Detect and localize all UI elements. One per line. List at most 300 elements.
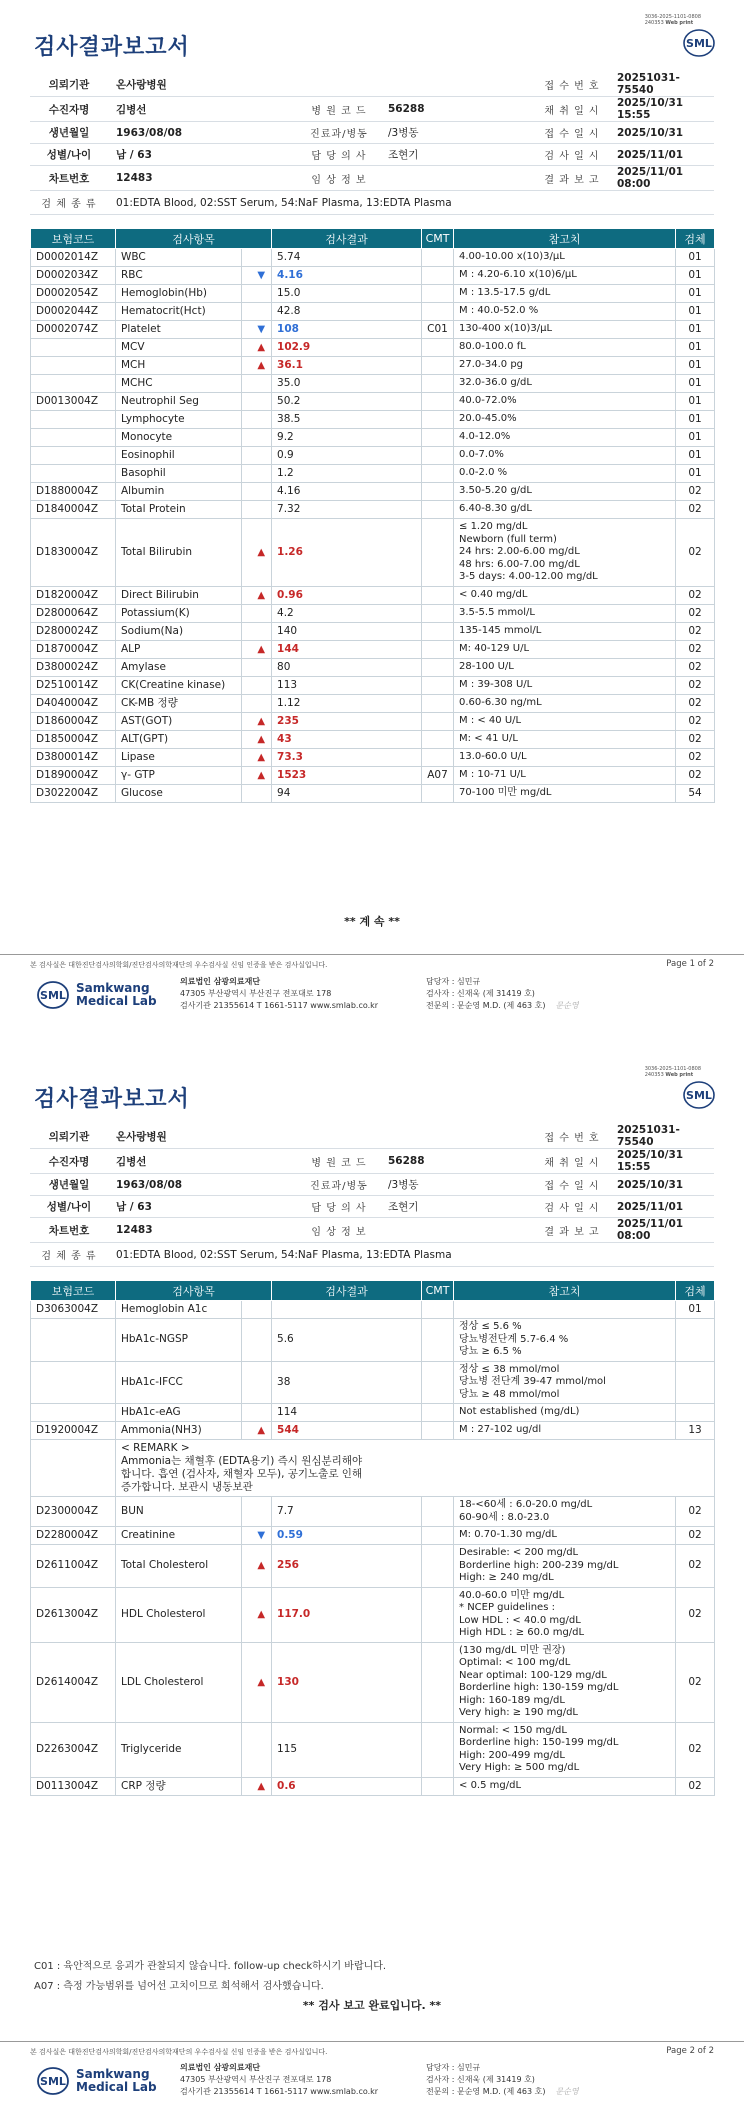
row-specimen: 02 [676,604,715,622]
row-flag [242,375,272,393]
row-item: Glucose [116,784,242,802]
institution-value: 온사랑병원 [108,1124,298,1149]
row-specimen: 02 [676,1545,715,1588]
table-row [31,676,715,694]
table-row [31,640,715,658]
row-item: Platelet [116,321,242,339]
row-flag [242,1722,272,1777]
row-ref: M : 27-102 ug/dl [454,1422,676,1440]
row-item: Triglyceride [116,1722,242,1777]
row-ref: 40.0-72.0% [454,393,676,411]
row-specimen: 02 [676,730,715,748]
row-ref: 정상 ≤ 38 mmol/mol 당뇨병 전단계 39-47 mmol/mol 당뇨 ≥ 48 mmol/mol [454,1361,676,1404]
row-result: 130 [272,1642,422,1722]
row-cmt [422,1361,454,1404]
row-specimen: 01 [676,249,715,267]
table-row [31,658,715,676]
row-item: Ammonia(NH3) [116,1422,242,1440]
row-cmt [422,730,454,748]
label-name: 수진자명 [30,97,108,122]
row-code: D0002044Z [31,303,116,321]
row-result: 36.1 [272,357,422,375]
row-cmt [422,357,454,375]
row-specimen: 02 [676,766,715,784]
col-header-result: 검사결과 [272,229,422,249]
receipt-no-value: 20251031-75540 [609,1124,714,1149]
row-specimen: 01 [676,465,715,483]
row-specimen: 01 [676,429,715,447]
row-specimen: 02 [676,640,715,658]
row-code [31,1361,116,1404]
sml-footer-logo-icon [36,980,70,1010]
table-row [31,604,715,622]
row-cmt [422,712,454,730]
row-ref: < 0.5 mg/dL [454,1777,676,1795]
col-header-ref: 참고치 [454,1281,676,1301]
row-result: 9.2 [272,429,422,447]
row-specimen: 13 [676,1422,715,1440]
row-flag [242,465,272,483]
row-result: 4.2 [272,604,422,622]
flag-up-icon: ▲ [242,339,272,357]
patient-info-table [30,72,714,215]
flag-up-icon: ▲ [242,766,272,784]
clinical-value [380,166,535,191]
row-result: 0.96 [272,586,422,604]
row-code [31,411,116,429]
row-code [31,429,116,447]
row-ref: 0.0-2.0 % [454,465,676,483]
test-date-value: 2025/11/01 [609,144,714,166]
table-row [31,694,715,712]
row-item: Hemoglobin(Hb) [116,285,242,303]
row-item: Amylase [116,658,242,676]
label-collect-date: 채 취 일 시 [535,97,609,122]
table-row [31,1422,715,1440]
row-specimen: 01 [676,393,715,411]
row-cmt [422,784,454,802]
row-flag [242,1361,272,1404]
org-info: 의료법인 삼광의료재단 47305 부산광역시 부산진구 전포대로 178 검사기관 21355614 T 1661-5117 www.smlab.co.kr [180,2063,379,2096]
row-ref: 13.0-60.0 U/L [454,748,676,766]
row-specimen: 02 [676,676,715,694]
row-item: RBC [116,267,242,285]
row-item: Lymphocyte [116,411,242,429]
row-item: LDL Cholesterol [116,1642,242,1722]
row-code: D1820004Z [31,586,116,604]
col-header-specimen: 검체 [676,229,715,249]
row-specimen: 02 [676,586,715,604]
signature: 문순영 [555,1001,579,1010]
doctor-value: 조현기 [380,144,535,166]
table-row [31,285,715,303]
row-code: D1920004Z [31,1422,116,1440]
row-result: 0.59 [272,1527,422,1545]
collect-date-value: 2025/10/31 15:55 [609,97,714,122]
col-header-item: 검사항목 [116,1281,272,1301]
row-result: 42.8 [272,303,422,321]
row-flag [242,285,272,303]
row-item: Lipase [116,748,242,766]
table-row [31,1545,715,1588]
table-row [31,1527,715,1545]
row-result: 50.2 [272,393,422,411]
row-code: D4040004Z [31,694,116,712]
row-flag [242,676,272,694]
row-result: 235 [272,712,422,730]
row-code: D0113004Z [31,1777,116,1795]
institution-value: 온사랑병원 [108,72,298,97]
label-receipt-no: 접 수 번 호 [535,72,609,97]
svg-text:SML: SML [686,1089,712,1102]
label-sex-age: 성별/나이 [30,144,108,166]
row-specimen: 01 [676,321,715,339]
sml-footer-logo-icon [36,2066,70,2096]
row-ref: 4.0-12.0% [454,429,676,447]
table-row [31,712,715,730]
row-code: D1860004Z [31,712,116,730]
row-code [31,1319,116,1362]
row-cmt [422,694,454,712]
row-cmt [422,748,454,766]
row-ref: M : 10-71 U/L [454,766,676,784]
col-header-specimen: 검체 [676,1281,715,1301]
row-code: D1840004Z [31,501,116,519]
row-result: 0.9 [272,447,422,465]
row-item: HbA1c-eAG [116,1404,242,1422]
sml-logo-text: SML [686,37,712,50]
row-item: Sodium(Na) [116,622,242,640]
row-flag [242,501,272,519]
row-code: D1830004Z [31,519,116,587]
table-row [31,429,715,447]
row-result: 35.0 [272,375,422,393]
row-cmt [422,622,454,640]
row-item: MCV [116,339,242,357]
row-cmt [422,1545,454,1588]
row-code: D2614004Z [31,1642,116,1722]
flag-up-icon: ▲ [242,712,272,730]
signature: 문순영 [555,2087,579,2096]
row-cmt [422,411,454,429]
row-item: AST(GOT) [116,712,242,730]
row-result: 1523 [272,766,422,784]
table-row [31,465,715,483]
row-code [31,357,116,375]
table-row [31,748,715,766]
row-ref: 32.0-36.0 g/dL [454,375,676,393]
row-code: D2611004Z [31,1545,116,1588]
row-result: 144 [272,640,422,658]
row-flag [242,447,272,465]
row-result: 0.6 [272,1777,422,1795]
row-ref: 3.50-5.20 g/dL [454,483,676,501]
row-specimen: 01 [676,267,715,285]
row-ref: Normal: < 150 mg/dL Borderline high: 150-199 mg/dL High: 200-499 mg/dL Very High: ≥ 500 mg/dL [454,1722,676,1777]
flag-up-icon: ▲ [242,1422,272,1440]
print-meta: 3036-2025-1101-0808 240353 Web print [644,14,701,26]
row-code: D0002034Z [31,267,116,285]
row-code: D2510014Z [31,676,116,694]
label-dept: 진료과/병동 [298,122,380,144]
table-row [31,1440,715,1497]
table-row [31,586,715,604]
row-code: D1850004Z [31,730,116,748]
row-flag [242,393,272,411]
receipt-date-value: 2025/10/31 [609,122,714,144]
svg-text:SML: SML [40,2075,66,2088]
row-specimen: 54 [676,784,715,802]
row-ref: < 0.40 mg/dL [454,586,676,604]
row-ref [454,1301,676,1319]
row-specimen: 01 [676,375,715,393]
row-ref: M: 40-129 U/L [454,640,676,658]
row-cmt [422,604,454,622]
row-item: Eosinophil [116,447,242,465]
row-specimen: 02 [676,1642,715,1722]
row-ref: ≤ 1.20 mg/dL Newborn (full term) 24 hrs: 2.00-6.00 mg/dL 48 hrs: 6.00-7.00 mg/dL 3-5 days: 4.00-12.00 mg/dL [454,519,676,587]
continued-label: ** 계 속 ** [344,915,400,928]
certification-note: 본 검사실은 대한진단검사의학회/진단검사의학재단의 우수검사실 신임 인증을 받은 검사실입니다. [30,961,328,969]
table-row [31,519,715,587]
row-code: D1870004Z [31,640,116,658]
row-result: 108 [272,321,422,339]
row-ref: 70-100 미만 mg/dL [454,784,676,802]
row-cmt [422,658,454,676]
flag-up-icon: ▲ [242,748,272,766]
row-code: D2800024Z [31,622,116,640]
row-result: 115 [272,1722,422,1777]
table-row [31,784,715,802]
row-item: MCHC [116,375,242,393]
row-specimen: 01 [676,339,715,357]
row-ref: 80.0-100.0 fL [454,339,676,357]
row-ref: M : 39-308 U/L [454,676,676,694]
row-specimen [676,1319,715,1362]
row-cmt [422,1642,454,1722]
row-code: D3022004Z [31,784,116,802]
row-result: 7.7 [272,1497,422,1527]
row-specimen: 01 [676,447,715,465]
label-institution: 의뢰기관 [30,72,108,97]
row-result: 1.26 [272,519,422,587]
row-flag [242,694,272,712]
row-cmt [422,1404,454,1422]
table-row [31,249,715,267]
row-code: D1880004Z [31,483,116,501]
brand-name: Samkwang Medical Lab [76,981,157,1008]
row-cmt [422,249,454,267]
row-result: 7.32 [272,501,422,519]
flag-up-icon: ▲ [242,1642,272,1722]
hospital-code-value: 56288 [380,97,535,122]
row-flag [242,483,272,501]
row-cmt [422,586,454,604]
row-flag [242,1319,272,1362]
row-cmt [422,640,454,658]
row-specimen: 01 [676,285,715,303]
row-result: 43 [272,730,422,748]
flag-down-icon: ▼ [242,1527,272,1545]
row-code [31,465,116,483]
table-row [31,501,715,519]
row-cmt [422,285,454,303]
row-cmt [422,375,454,393]
table-row [31,303,715,321]
row-item: MCH [116,357,242,375]
row-code: D2800064Z [31,604,116,622]
row-flag [242,1404,272,1422]
row-ref: M : 4.20-6.10 x(10)6/μL [454,267,676,285]
row-cmt [422,501,454,519]
footer-divider [0,2041,744,2042]
table-row [31,357,715,375]
table-row [31,1722,715,1777]
flag-up-icon: ▲ [242,730,272,748]
flag-up-icon: ▲ [242,640,272,658]
page-title: 검사결과보고서 [34,1087,190,1112]
row-specimen: 01 [676,1301,715,1319]
remark-text: < REMARK > Ammonia는 채혈후 (EDTA용기) 즉시 원심분리해야 합니다. 흡연 (검사자, 채혈자 모두), 공기노출로 인해 증가합니다. 보관시 냉동보관 [116,1440,715,1497]
row-ref: M : 13.5-17.5 g/dL [454,285,676,303]
results-table-page2 [30,1280,715,1796]
row-specimen: 02 [676,712,715,730]
row-result: 80 [272,658,422,676]
row-item: CK-MB 정량 [116,694,242,712]
staff-info: 담당자 : 심민규 검사자 : 신재욱 (제 31419 호) 전문의 : 문순영 M.D. (제 463 호) 문순영 [426,2063,579,2096]
row-flag [242,1497,272,1527]
label-birth: 생년월일 [30,122,108,144]
label-doctor: 담 당 의 사 [298,144,380,166]
row-result: 544 [272,1422,422,1440]
row-result: 114 [272,1404,422,1422]
sml-logo-icon [682,28,716,58]
row-cmt [422,1319,454,1362]
row-ref: 28-100 U/L [454,658,676,676]
table-row [31,339,715,357]
table-row [31,1777,715,1795]
row-ref: Not established (mg/dL) [454,1404,676,1422]
table-row [31,483,715,501]
table-row [31,321,715,339]
row-ref: 130-400 x(10)3/μL [454,321,676,339]
row-specimen: 02 [676,1527,715,1545]
row-result: 4.16 [272,267,422,285]
col-header-ref: 참고치 [454,229,676,249]
row-cmt [422,447,454,465]
note-c01: C01 : 육안적으로 응괴가 관찰되지 않습니다. follow-up check하시기 바랍니다. [34,1961,387,1972]
report-date-value: 2025/11/01 08:00 [609,166,714,191]
row-flag [242,604,272,622]
row-specimen: 02 [676,748,715,766]
row-ref: 0.0-7.0% [454,447,676,465]
row-cmt [422,393,454,411]
row-specimen: 02 [676,501,715,519]
row-code [31,447,116,465]
row-item: Basophil [116,465,242,483]
label-chart: 차트번호 [30,166,108,191]
table-row [31,1404,715,1422]
flag-up-icon: ▲ [242,519,272,587]
row-code: D0002074Z [31,321,116,339]
row-result: 117.0 [272,1587,422,1642]
row-item: γ- GTP [116,766,242,784]
row-cmt: A07 [422,766,454,784]
row-cmt [422,339,454,357]
row-code: D0002054Z [31,285,116,303]
row-code: D2280004Z [31,1527,116,1545]
row-result: 38.5 [272,411,422,429]
label-clinical: 임 상 정 보 [298,166,380,191]
table-row [31,447,715,465]
row-ref: 정상 ≤ 5.6 % 당뇨병전단계 5.7-6.4 % 당뇨 ≥ 6.5 % [454,1319,676,1362]
row-cmt [422,1527,454,1545]
row-ref: 4.00-10.00 x(10)3/μL [454,249,676,267]
row-cmt [422,1422,454,1440]
row-cmt: C01 [422,321,454,339]
table-row [31,1319,715,1362]
row-cmt [422,483,454,501]
row-item: HDL Cholesterol [116,1587,242,1642]
flag-up-icon: ▲ [242,357,272,375]
results-table-page1 [30,228,715,803]
label-specimen: 검 체 종 류 [30,191,108,215]
row-ref: M: 0.70-1.30 mg/dL [454,1527,676,1545]
sex-age-value: 남 / 63 [108,144,298,166]
row-specimen: 02 [676,1497,715,1527]
row-cmt [422,1587,454,1642]
sml-logo-icon [682,1080,716,1110]
row-cmt [422,1722,454,1777]
row-specimen: 02 [676,483,715,501]
label-receipt-date: 접 수 일 시 [535,122,609,144]
flag-up-icon: ▲ [242,1545,272,1588]
row-item: Albumin [116,483,242,501]
row-flag [242,429,272,447]
row-code: D3800014Z [31,748,116,766]
row-specimen: 02 [676,1777,715,1795]
row-result [272,1301,422,1319]
row-code: D0002014Z [31,249,116,267]
table-row [31,411,715,429]
label-test-date: 검 사 일 시 [535,144,609,166]
table-row [31,1361,715,1404]
row-ref: 20.0-45.0% [454,411,676,429]
table-row [31,1497,715,1527]
row-result: 4.16 [272,483,422,501]
row-specimen: 01 [676,357,715,375]
flag-down-icon: ▼ [242,321,272,339]
footer-divider [0,954,744,955]
row-code [31,1404,116,1422]
row-flag [242,249,272,267]
table-row [31,766,715,784]
table-row [31,375,715,393]
row-cmt [422,1301,454,1319]
page-number: Page 2 of 2 [666,2046,714,2056]
brand-name: Samkwang Medical Lab [76,2067,157,2094]
row-cmt [422,303,454,321]
row-specimen: 02 [676,694,715,712]
row-result: 38 [272,1361,422,1404]
row-ref: 135-145 mmol/L [454,622,676,640]
row-cmt [422,519,454,587]
row-specimen [676,1404,715,1422]
row-code [31,1440,116,1497]
row-ref: M : < 40 U/L [454,712,676,730]
row-item: Creatinine [116,1527,242,1545]
patient-info-table: 의뢰기관 온사랑병원 접 수 번 호 20251031-75540 수진자명 김병선 병 원 코 드 56288 채 취 일 시 2025/10/31 15:55 생년월일 1963/08/08 진료과/병동 /3병동 접 수 일 시 2025/10/31 성별/나이 남 / 63 담 당 의 사 조현기 검 사 일 시 2025/11/01 차트번호 12483 임 상 정 보 결 과 보 고 2025/11/01 08:00 검 체 종 류 01:EDTA Blood, 02:SST Serum, 54:NaF Plasma, 13:EDTA Plasma [30,1124,714,1267]
